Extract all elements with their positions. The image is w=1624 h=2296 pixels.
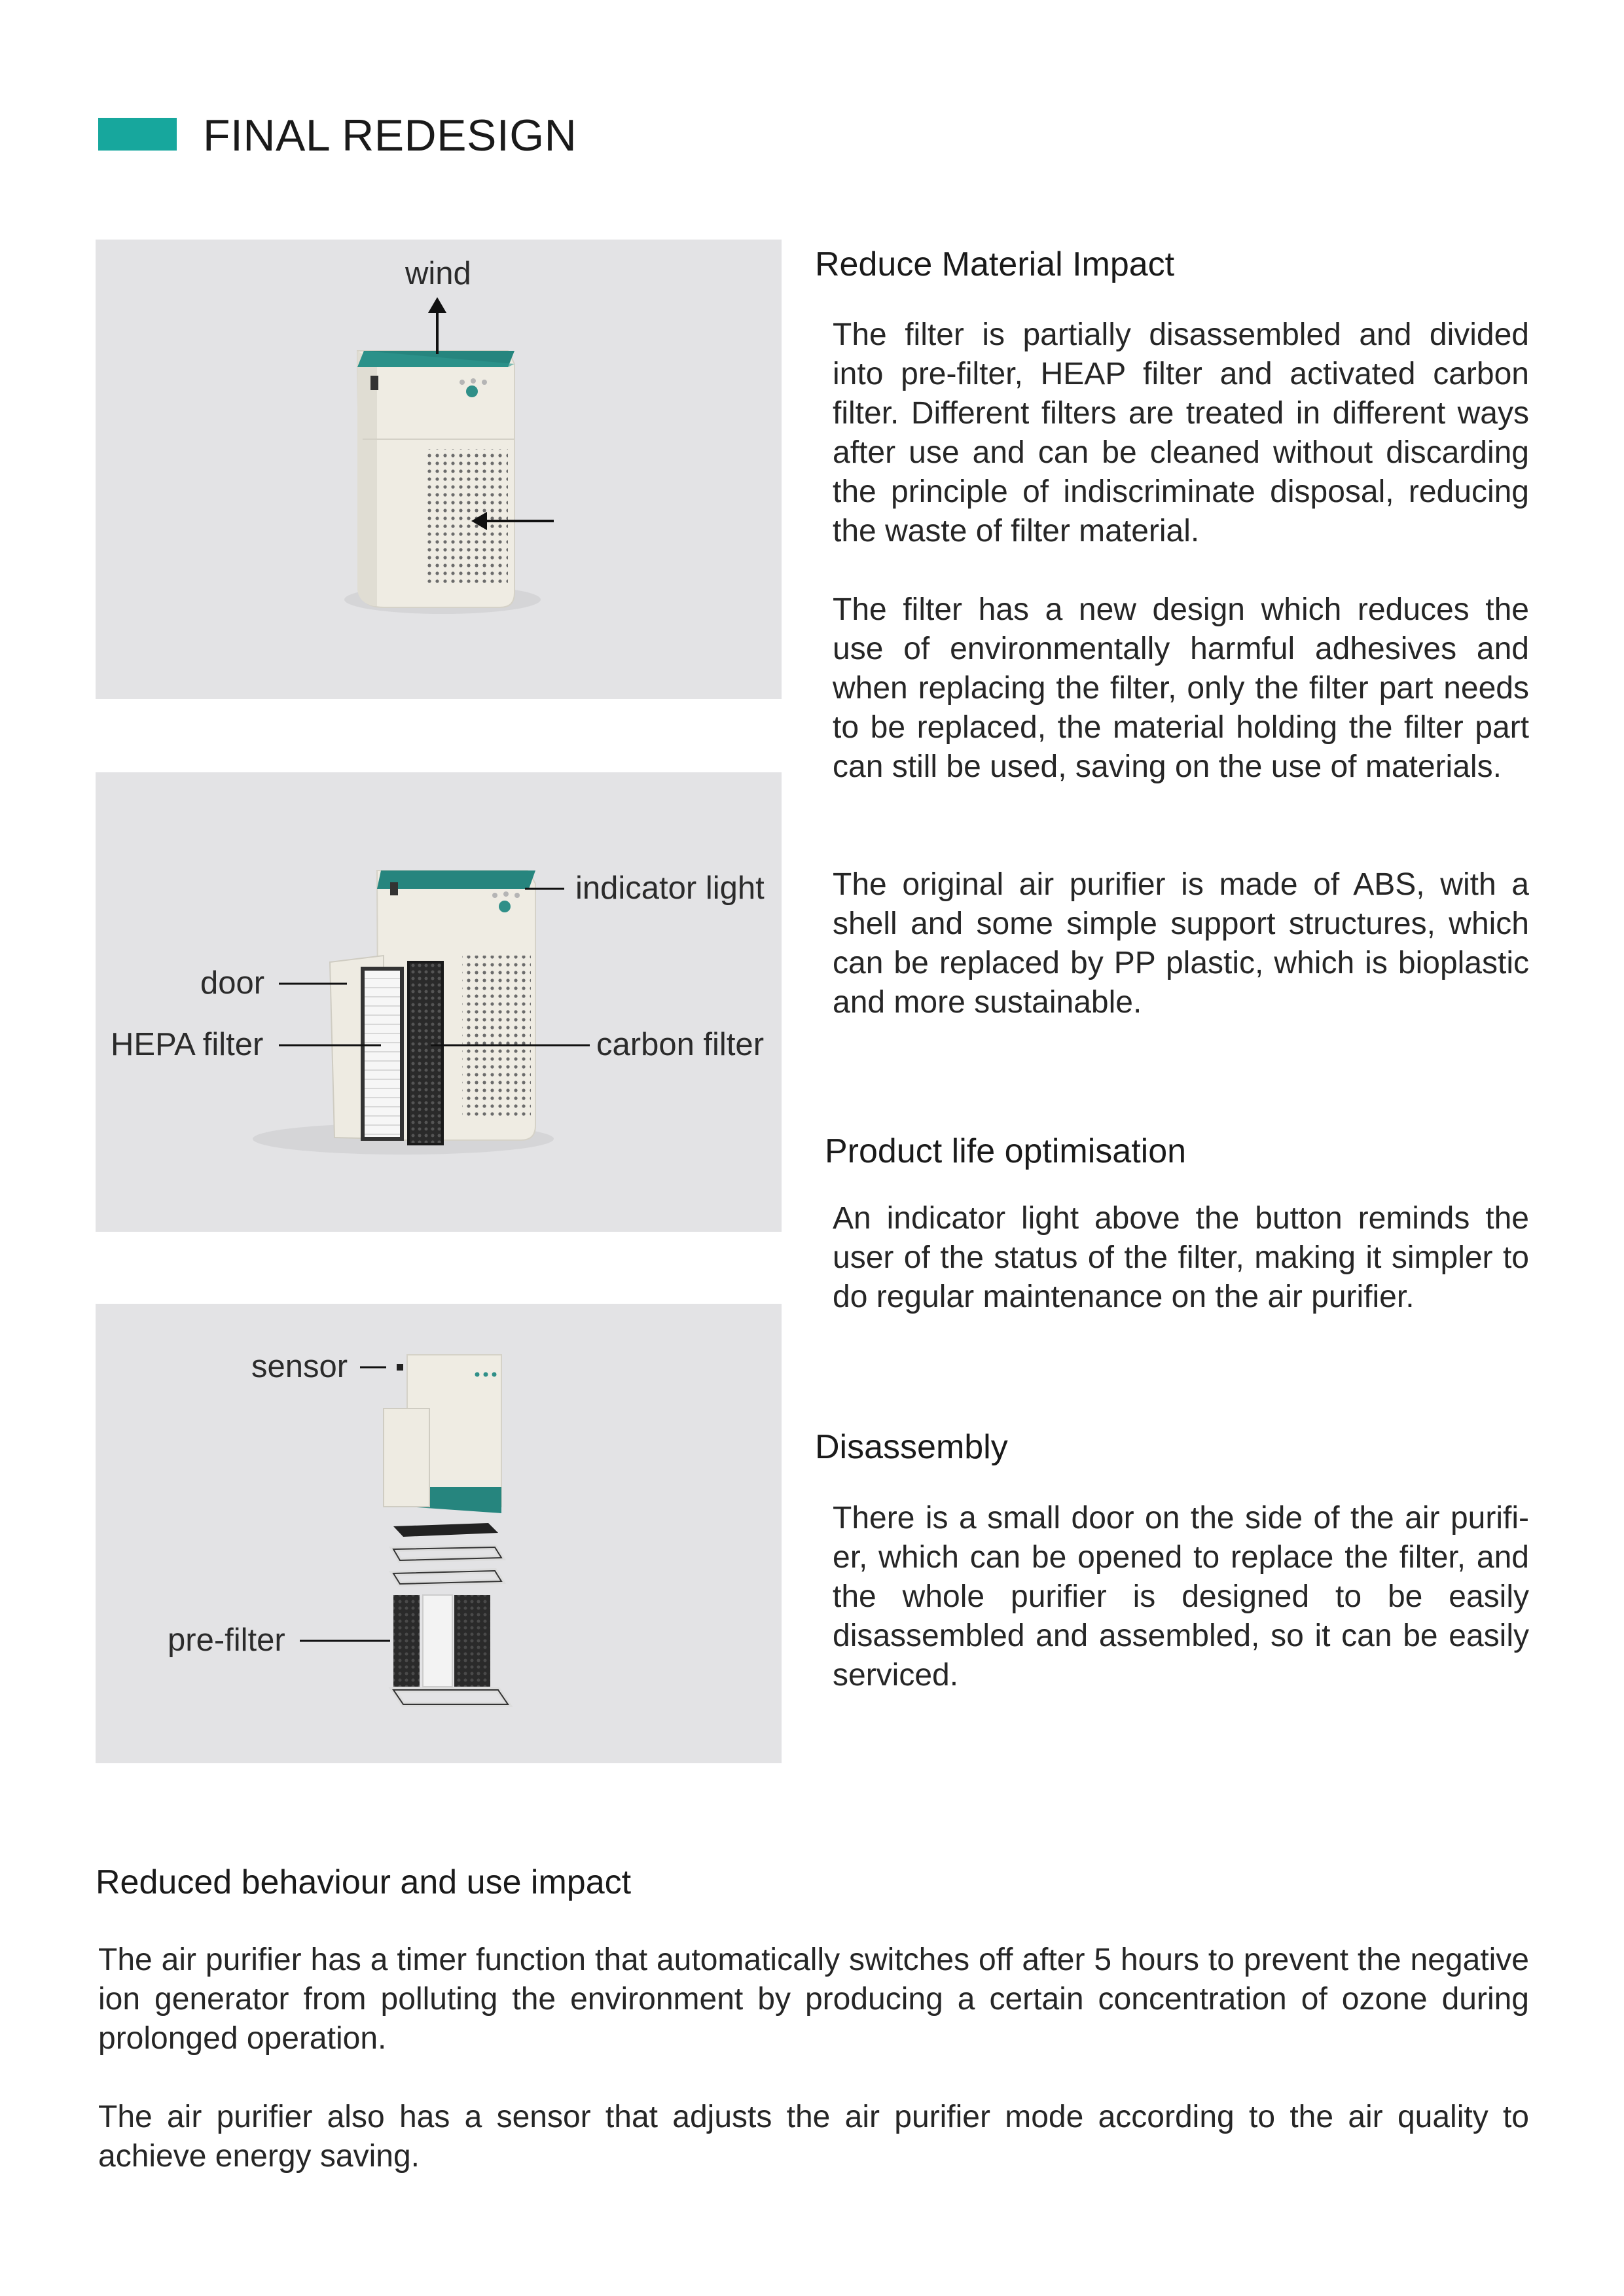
figure-airflow	[96, 240, 782, 699]
paragraph-sensor: The air purifier also has a sensor that adjusts the air purifier mode according to the air quality to achieve energy saving.	[98, 2100, 1529, 2174]
paragraph-filter-division: The filter is partially disassembled and divided into pre-filter, HEAP filter and activated carbon filter. Different filters are treated in different ways after use and can be cleaned without discarding the principle of indiscriminate disposal, reducing the waste of filter material.	[833, 317, 1529, 548]
label-hepa-filter: HEPA filter	[111, 1027, 264, 1062]
paragraph-timer: The air purifier has a timer function that automatically switches off after 5 hours to prevent the negative ion generator from polluting the environment by producing a certain concentration of ozone during prolonged operation.	[98, 1943, 1529, 2056]
purifier-exploded-illustration	[96, 1304, 782, 1763]
label-sensor: sensor	[251, 1349, 348, 1384]
paragraph-disassembly: There is a small door on the side of the air purifier, which can be opened to replace the filter, and the whole purifier is designed to be easily disassembled and assembled, so it can be easily serviced.	[833, 1501, 1529, 1693]
page-title: FINAL REDESIGN	[203, 111, 577, 160]
label-pre-filter: pre-filter	[168, 1623, 285, 1658]
purifier-open-door-illustration	[96, 772, 782, 1232]
paragraph-material-abs: The original air purifier is made of ABS, with a shell and some simple support structures, which can be replaced by PP plastic, which is bioplastic and more sustainable.	[833, 867, 1529, 1020]
figure-filter-parts	[96, 772, 782, 1232]
purifier-airflow-illustration	[96, 240, 782, 699]
label-wind: wind	[405, 256, 471, 291]
label-carbon-filter: carbon filter	[596, 1027, 765, 1062]
heading-disassembly: Disassembly	[815, 1428, 1008, 1466]
paragraph-filter-design: The filter has a new design which reduces the use of environmentally harmful adhesives and when replacing the filter, only the filter part needs to be replaced, the material holding the filter part can still be used, saving on the use of materials.	[833, 592, 1529, 784]
heading-behaviour-impact: Reduced behaviour and use impact	[96, 1863, 632, 1901]
figure-exploded-view	[96, 1304, 782, 1763]
heading-product-life: Product life optimisation	[825, 1132, 1187, 1170]
heading-reduce-material-impact: Reduce Material Impact	[815, 245, 1175, 283]
header-accent-bar	[98, 118, 177, 151]
paragraph-indicator-light: An indicator light above the button reminds the user of the status of the filter, making it simpler to do regular maintenance on the air purifier.	[833, 1201, 1529, 1314]
label-indicator-light: indicator light	[575, 870, 765, 906]
label-door: door	[200, 965, 265, 1001]
